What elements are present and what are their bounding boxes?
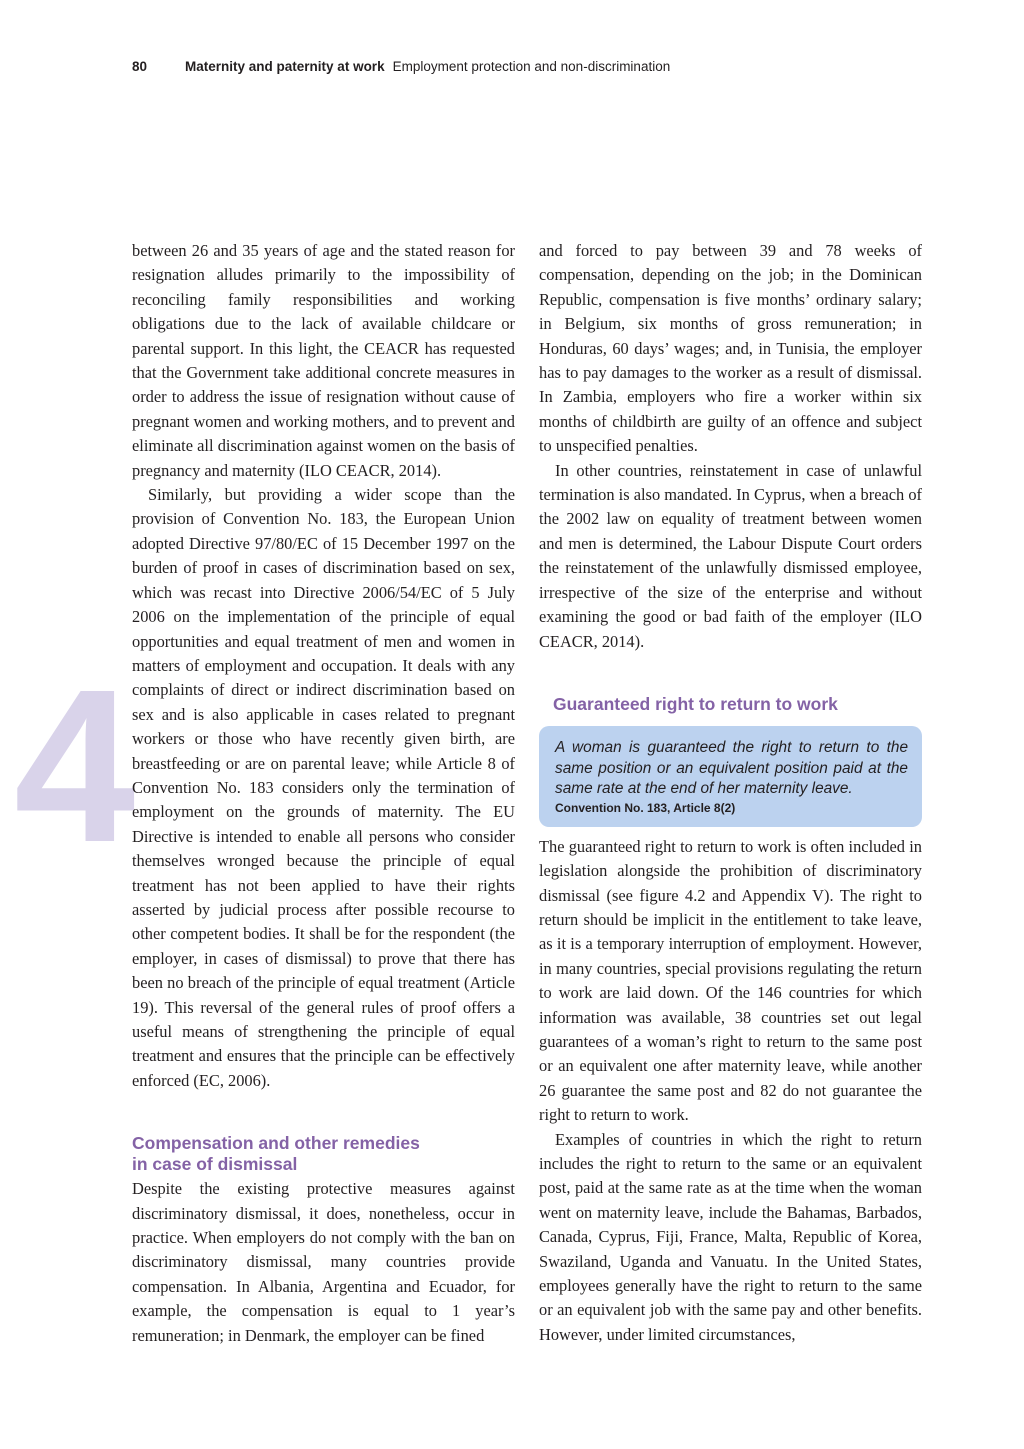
quote-source: Convention No. 183, Article 8(2) — [555, 800, 736, 815]
chapter-tab-number: 4 — [14, 645, 136, 888]
quote-box — [539, 726, 922, 827]
chapter-title: Employment protection and non-discrimination — [392, 59, 671, 74]
body-paragraph: The guaranteed right to return to work is often included in legislation alongside the prohibition of discriminatory dismissal (see figure 4.2 and Appendix V). The right to return should be implicit in the entitlement to take leave, as it is a temporary interruption of employment. However, in many countries, special provisions regulating the return to work are laid down. Of the 146 countries for which information was available, 38 countries set out legal guarantees of a woman’s right to return to the same post or an equivalent one after maternity leave, while another 26 guarantee the same post and 82 do not guarantee the right to return to work. — [539, 836, 922, 1125]
running-head — [132, 59, 932, 74]
body-paragraph: Examples of countries in which the right to return includes the right to return to the same or an equivalent post, paid at the same rate as at the time when the woman went on maternity leave, include the Bahamas, Barbados, Canada, Cyprus, Fiji, France, Malta, Republic of Korea, Swaziland, Uganda and Vanuatu. In the United States, employees generally have the right to return to the same or an equivalent job with the same pay and other benefits. However, under limited circumstances, — [539, 1129, 922, 1344]
section-heading-line: Compensation and other remedies — [132, 1133, 420, 1154]
section-heading-return-to-work: Guaranteed right to return to work — [553, 693, 838, 714]
body-paragraph: between 26 and 35 years of age and the stated reason for resignation alludes primarily to the impossibility of reconciling family responsibilities and working obligations due to the lack of available childcare or parental support. In this light, the CEACR has requested that the Government take additional concrete measures in order to address the issue of resignation without cause of pregnant women and working mothers, and to prevent and eliminate all discrimination against women on the basis of pregnancy and maternity (ILO CEACR, 2014). — [132, 241, 515, 480]
body-paragraph: Despite the existing protective measures against discriminatory dismissal, it does, nonetheless, occur in practice. When employers do not comply with the ban on discriminatory dismissal, many countries provide compensation. In Albania, Argentina and Ecuador, for example, the compensation is equal to 1 year’s remuneration; in Denmark, the employer can be fined — [132, 1179, 515, 1345]
section-heading-compensation — [132, 1133, 515, 1175]
right-column — [539, 239, 922, 1347]
quote-text: A woman is guaranteed the right to return to the same position or an equivalent position paid at the same rate at the end of her maternity leave. — [555, 738, 908, 798]
body-paragraph: Similarly, but providing a wider scope than the provision of Convention No. 183, the European Union adopted Directive 97/80/EC of 15 December 1997 on the burden of proof in cases of discrimination based on sex, which was recast into Directive 2006/54/EC of 5 July 2006 on the implementation of the principle of equal opportunities and equal treatment of men and women in matters of employment and occupation. It deals with any complaints of direct or indirect discrimination based on sex and is also applicable in cases related to pregnant workers or those who have recently given birth, are breastfeeding or are on parental leave; while Article 8 of Convention No. 183 considers only the termination of employment on the grounds of maternity. The EU Directive is intended to enable all persons who consider themselves wronged because the principle of equal treatment has not been applied to have their rights asserted by judicial process after possible recourse to other competent bodies. It shall be for the respondent (the employer, in cases of dismissal) to prove that there has been no breach of the principle of equal treatment (Article 19). This reversal of the general rules of proof offers a useful means of strengthening the principle of equal treatment and ensures that the principle can be effectively enforced (EC, 2006). — [132, 485, 515, 1090]
section-heading-line: in case of dismissal — [132, 1154, 298, 1175]
book-title: Maternity and paternity at work — [185, 59, 385, 74]
body-paragraph: In other countries, reinstatement in case of unlawful termination is also mandated. In Cyprus, when a breach of the 2002 law on equality of treatment between women and men is determined, the Labour Dispute Court orders the reinstatement of the unlawfully dismissed employee, irrespective of the size of the enterprise and without examining the good or bad faith of the employer (ILO CEACR, 2014). — [539, 460, 922, 651]
left-column — [132, 239, 515, 1348]
body-paragraph: and forced to pay between 39 and 78 weeks of compensation, depending on the job; in the Dominican Republic, compensation is five months’ ordinary salary; in Belgium, six months of gross remuneration; in Honduras, 60 days’ wages; and, in Tunisia, the employer has to pay damages to the worker as a result of dismissal. In Zambia, employers who fire a worker within six months of childbirth are guilty of an offence and subject to unspecified penalties. — [539, 241, 922, 456]
page-number: 80 — [132, 59, 148, 74]
